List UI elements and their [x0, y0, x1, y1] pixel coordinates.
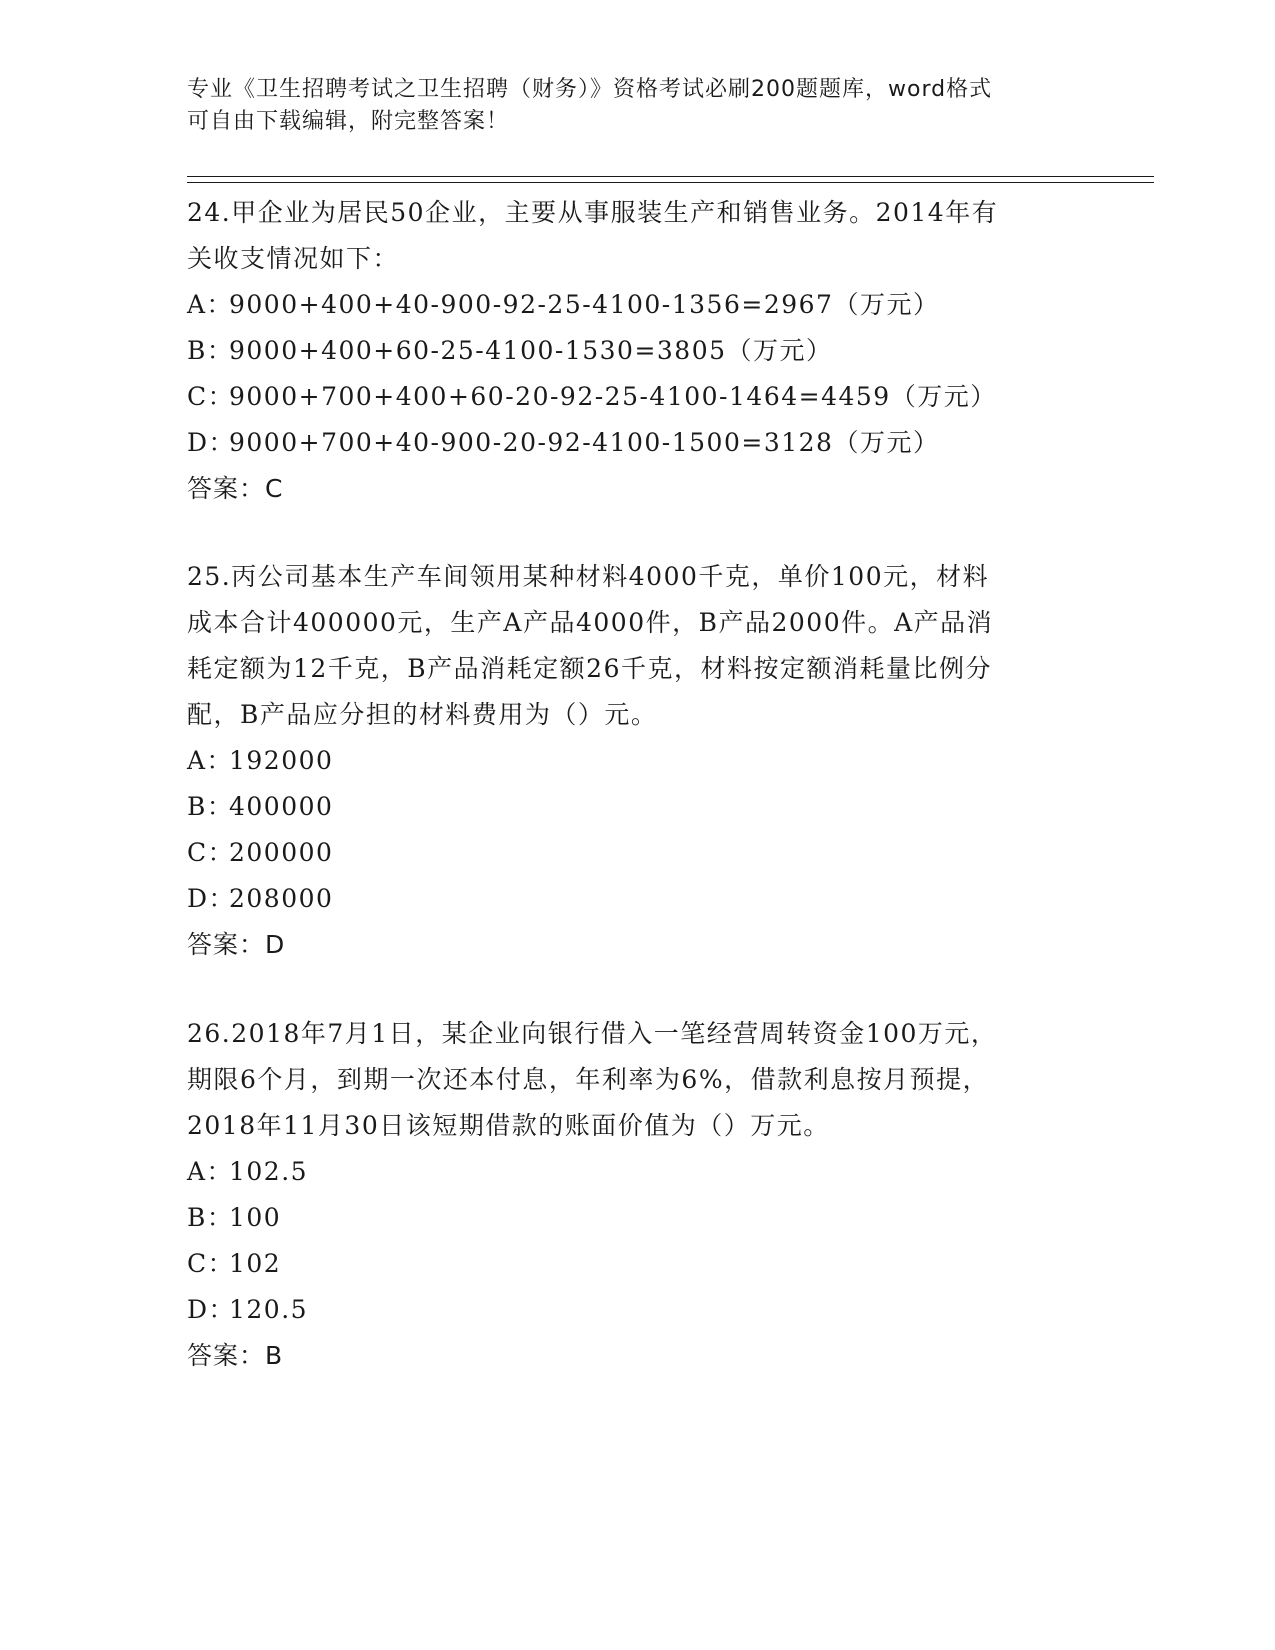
- document-header: [187, 74, 1067, 138]
- question-stem-line: 26.2018年7月1日，某企业向银行借入一笔经营周转资金100万元，: [187, 1019, 998, 1048]
- option-letter: D：: [187, 884, 236, 913]
- header-line: 专业《卫生招聘考试之卫生招聘（财务）》资格考试必刷200题题库，word格式: [187, 77, 993, 102]
- option-letter: C：: [187, 838, 235, 867]
- option-text: 9000+400+60-25-4100-1530=3805（万元）: [229, 336, 833, 365]
- option-text: 208000: [229, 884, 334, 913]
- option-letter: D：: [187, 1295, 236, 1324]
- header-line: 可自由下载编辑，附完整答案！: [187, 109, 510, 134]
- question-stem-line: 耗定额为12千克，B产品消耗定额26千克，材料按定额消耗量比例分: [187, 654, 992, 683]
- question-stem-line: 关收支情况如下：: [187, 244, 400, 273]
- option-letter: B：: [187, 336, 234, 365]
- option-text: 9000+700+40-900-20-92-4100-1500=3128（万元）: [229, 428, 940, 457]
- option-letter: A：: [187, 290, 234, 319]
- option-text: 9000+400+40-900-92-25-4100-1356=2967（万元）: [229, 290, 940, 319]
- option-d: [187, 420, 1087, 466]
- option-c: [187, 1241, 1087, 1287]
- option-d: [187, 1287, 1087, 1333]
- option-b: [187, 1195, 1087, 1241]
- answer-line: 答案：C: [187, 474, 284, 503]
- question-26: [187, 1011, 1087, 1379]
- option-d: [187, 876, 1087, 922]
- question-24: [187, 190, 1087, 512]
- option-text: 400000: [229, 792, 334, 821]
- question-25: [187, 554, 1087, 968]
- option-letter: B：: [187, 792, 234, 821]
- option-letter: C：: [187, 1249, 235, 1278]
- question-stem-line: 2018年11月30日该短期借款的账面价值为（）万元。: [187, 1111, 830, 1140]
- option-text: 9000+700+400+60-20-92-25-4100-1464=4459（万元）: [229, 382, 997, 411]
- question-stem-line: 成本合计400000元，生产A产品4000件，B产品2000件。A产品消: [187, 608, 994, 637]
- option-text: 102.5: [229, 1157, 309, 1186]
- option-text: 192000: [229, 746, 334, 775]
- option-text: 102: [229, 1249, 282, 1278]
- option-b: [187, 328, 1087, 374]
- header-divider: [187, 176, 1154, 177]
- option-text: 200000: [229, 838, 334, 867]
- option-letter: D：: [187, 428, 236, 457]
- option-letter: B：: [187, 1203, 234, 1232]
- option-c: [187, 374, 1087, 420]
- option-text: 120.5: [229, 1295, 309, 1324]
- question-stem-line: 期限6个月，到期一次还本付息，年利率为6%，借款利息按月预提，: [187, 1065, 990, 1094]
- answer-line: 答案：D: [187, 930, 286, 959]
- answer-line: 答案：B: [187, 1341, 284, 1370]
- option-b: [187, 784, 1087, 830]
- option-a: [187, 1149, 1087, 1195]
- option-text: 100: [229, 1203, 282, 1232]
- question-stem-line: 24.甲企业为居民50企业，主要从事服装生产和销售业务。2014年有: [187, 198, 999, 227]
- question-stem-line: 25.丙公司基本生产车间领用某种材料4000千克，单价100元，材料: [187, 562, 990, 591]
- option-letter: C：: [187, 382, 235, 411]
- question-stem-line: 配，B产品应分担的材料费用为（）元。: [187, 700, 658, 729]
- option-a: [187, 282, 1087, 328]
- option-a: [187, 738, 1087, 784]
- option-letter: A：: [187, 746, 234, 775]
- option-c: [187, 830, 1087, 876]
- option-letter: A：: [187, 1157, 234, 1186]
- header-divider: [187, 182, 1154, 183]
